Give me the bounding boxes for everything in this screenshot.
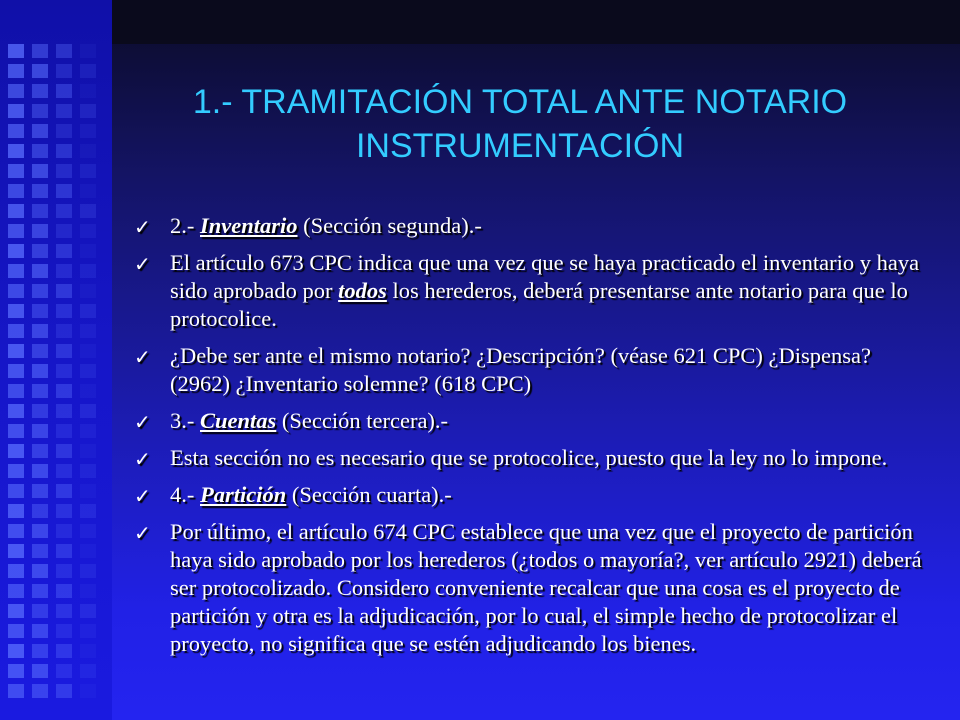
grid-square: [8, 344, 24, 358]
list-item: ✓ ¿Debe ser ante el mismo notario? ¿Descripción? (véase 621 CPC) ¿Dispensa? (2962) ¿Inventario solemne? (618 CPC): [134, 343, 872, 396]
grid-square: [80, 404, 96, 418]
grid-square: [32, 524, 48, 538]
grid-square: [8, 44, 24, 58]
grid-square: [32, 604, 48, 618]
grid-square: [56, 44, 72, 58]
grid-square: [8, 444, 24, 458]
grid-square: [80, 204, 96, 218]
grid-square: [80, 264, 96, 278]
grid-square: [80, 464, 96, 478]
grid-square: [56, 324, 72, 338]
grid-square: [32, 164, 48, 178]
grid-square: [80, 644, 96, 658]
check-mark-icon: ✓: [134, 484, 151, 508]
grid-square: [80, 344, 96, 358]
grid-square: [56, 224, 72, 238]
grid-square: [56, 64, 72, 78]
slide-title: [140, 80, 900, 168]
grid-square: [32, 584, 48, 598]
grid-square: [8, 504, 24, 518]
grid-square: [8, 584, 24, 598]
grid-square: [32, 444, 48, 458]
grid-square: [32, 464, 48, 478]
grid-square: [8, 624, 24, 638]
list-item: ✓ Esta sección no es necesario que se protocolice, puesto que la ley no lo impone.: [134, 445, 888, 471]
grid-square: [56, 144, 72, 158]
grid-square: [80, 324, 96, 338]
grid-square: [32, 224, 48, 238]
grid-square: [32, 184, 48, 198]
grid-square: [56, 444, 72, 458]
grid-square: [32, 44, 48, 58]
grid-square: [8, 204, 24, 218]
grid-square: [8, 164, 24, 178]
grid-square: [56, 104, 72, 118]
grid-square: [32, 504, 48, 518]
grid-square: [8, 564, 24, 578]
grid-square: [80, 164, 96, 178]
grid-square: [80, 484, 96, 498]
grid-square: [56, 284, 72, 298]
grid-square: [8, 404, 24, 418]
list-item: ✓ Por último, el artículo 674 CPC establece que una vez que el proyecto de partición haya sido aprobado por los herederos (¿todos o mayoría?, ver artículo 2921) deberá ser protocolizado. Considero conveniente recalcar que una cosa es el proyecto de partición y otra es la adjudicación, por lo cual, el simple hecho de protocolizar el proyecto, no significa que se estén adjudicando los bienes.: [134, 519, 922, 656]
grid-square: [56, 584, 72, 598]
title-line-1: 1.- TRAMITACIÓN TOTAL ANTE NOTARIO: [192, 83, 848, 121]
grid-square: [56, 644, 72, 658]
check-mark-icon: ✓: [134, 215, 151, 239]
grid-square: [32, 64, 48, 78]
grid-square: [8, 644, 24, 658]
grid-square: [32, 84, 48, 98]
grid-square: [8, 284, 24, 298]
list-item: ✓ 2.- Inventario (Sección segunda).-: [134, 213, 482, 239]
grid-square: [56, 484, 72, 498]
grid-square: [56, 84, 72, 98]
grid-square: [56, 304, 72, 318]
bullet-list: [130, 212, 930, 667]
grid-square: [32, 144, 48, 158]
list-item: ✓ 4.- Partición (Sección cuarta).-: [134, 482, 452, 508]
grid-square: [32, 644, 48, 658]
grid-square: [32, 664, 48, 678]
grid-square: [56, 204, 72, 218]
grid-square: [56, 364, 72, 378]
grid-square: [56, 344, 72, 358]
grid-square: [80, 444, 96, 458]
grid-square: [56, 604, 72, 618]
grid-square: [80, 604, 96, 618]
check-mark-icon: ✓: [134, 521, 151, 545]
grid-square: [8, 664, 24, 678]
grid-square: [80, 224, 96, 238]
grid-square: [8, 84, 24, 98]
grid-square: [80, 184, 96, 198]
grid-square: [32, 124, 48, 138]
grid-square: [8, 304, 24, 318]
grid-square: [80, 564, 96, 578]
grid-square: [80, 584, 96, 598]
grid-square: [80, 664, 96, 678]
grid-square: [56, 564, 72, 578]
grid-square: [8, 264, 24, 278]
check-mark-icon: ✓: [134, 447, 151, 471]
grid-square: [80, 524, 96, 538]
grid-square: [32, 204, 48, 218]
grid-square: [80, 84, 96, 98]
grid-square: [56, 424, 72, 438]
grid-square: [8, 604, 24, 618]
grid-square: [8, 144, 24, 158]
grid-square: [32, 484, 48, 498]
grid-square: [56, 384, 72, 398]
grid-square: [80, 544, 96, 558]
check-mark-icon: ✓: [134, 345, 151, 369]
grid-square: [80, 384, 96, 398]
title-line-2: INSTRUMENTACIÓN: [355, 127, 685, 165]
grid-square: [32, 684, 48, 698]
list-item: ✓ El artículo 673 CPC indica que una vez que se haya practicado el inventario y haya sido aprobado por todos los herederos, deberá presentarse ante notario para que lo protocolice.: [134, 250, 920, 331]
grid-square: [80, 124, 96, 138]
grid-square: [80, 104, 96, 118]
grid-square: [80, 504, 96, 518]
grid-square: [8, 524, 24, 538]
grid-square: [80, 284, 96, 298]
grid-square: [8, 544, 24, 558]
grid-square: [32, 364, 48, 378]
grid-square: [32, 304, 48, 318]
grid-square: [32, 564, 48, 578]
grid-square: [32, 284, 48, 298]
check-mark-icon: ✓: [134, 252, 151, 276]
grid-square: [80, 304, 96, 318]
grid-square: [32, 264, 48, 278]
grid-square: [56, 184, 72, 198]
grid-square: [8, 244, 24, 258]
grid-square: [32, 324, 48, 338]
list-item: ✓ 3.- Cuentas (Sección tercera).-: [134, 408, 449, 434]
grid-square: [8, 324, 24, 338]
grid-square: [32, 244, 48, 258]
grid-square: [56, 664, 72, 678]
grid-square: [8, 424, 24, 438]
grid-square: [56, 524, 72, 538]
top-dark-bar: [112, 0, 960, 44]
grid-square: [32, 104, 48, 118]
grid-square: [56, 504, 72, 518]
grid-square: [32, 424, 48, 438]
grid-square: [56, 164, 72, 178]
grid-square: [80, 424, 96, 438]
grid-square: [56, 624, 72, 638]
grid-square: [32, 404, 48, 418]
grid-square: [56, 404, 72, 418]
grid-square: [8, 384, 24, 398]
grid-square: [80, 684, 96, 698]
grid-square: [8, 124, 24, 138]
grid-square: [80, 364, 96, 378]
grid-square: [80, 244, 96, 258]
grid-square: [8, 64, 24, 78]
grid-square: [80, 64, 96, 78]
grid-square: [32, 384, 48, 398]
check-mark-icon: ✓: [134, 410, 151, 434]
grid-square: [56, 684, 72, 698]
grid-square: [32, 344, 48, 358]
grid-square: [8, 364, 24, 378]
grid-square: [80, 624, 96, 638]
grid-square: [8, 104, 24, 118]
grid-square: [56, 544, 72, 558]
grid-square: [8, 684, 24, 698]
grid-square: [56, 264, 72, 278]
grid-square: [8, 484, 24, 498]
grid-square: [56, 244, 72, 258]
grid-square: [56, 124, 72, 138]
grid-square: [80, 44, 96, 58]
grid-square: [8, 224, 24, 238]
grid-square: [32, 624, 48, 638]
grid-square: [80, 144, 96, 158]
grid-square: [8, 464, 24, 478]
grid-square: [8, 184, 24, 198]
grid-square: [56, 464, 72, 478]
grid-square: [32, 544, 48, 558]
